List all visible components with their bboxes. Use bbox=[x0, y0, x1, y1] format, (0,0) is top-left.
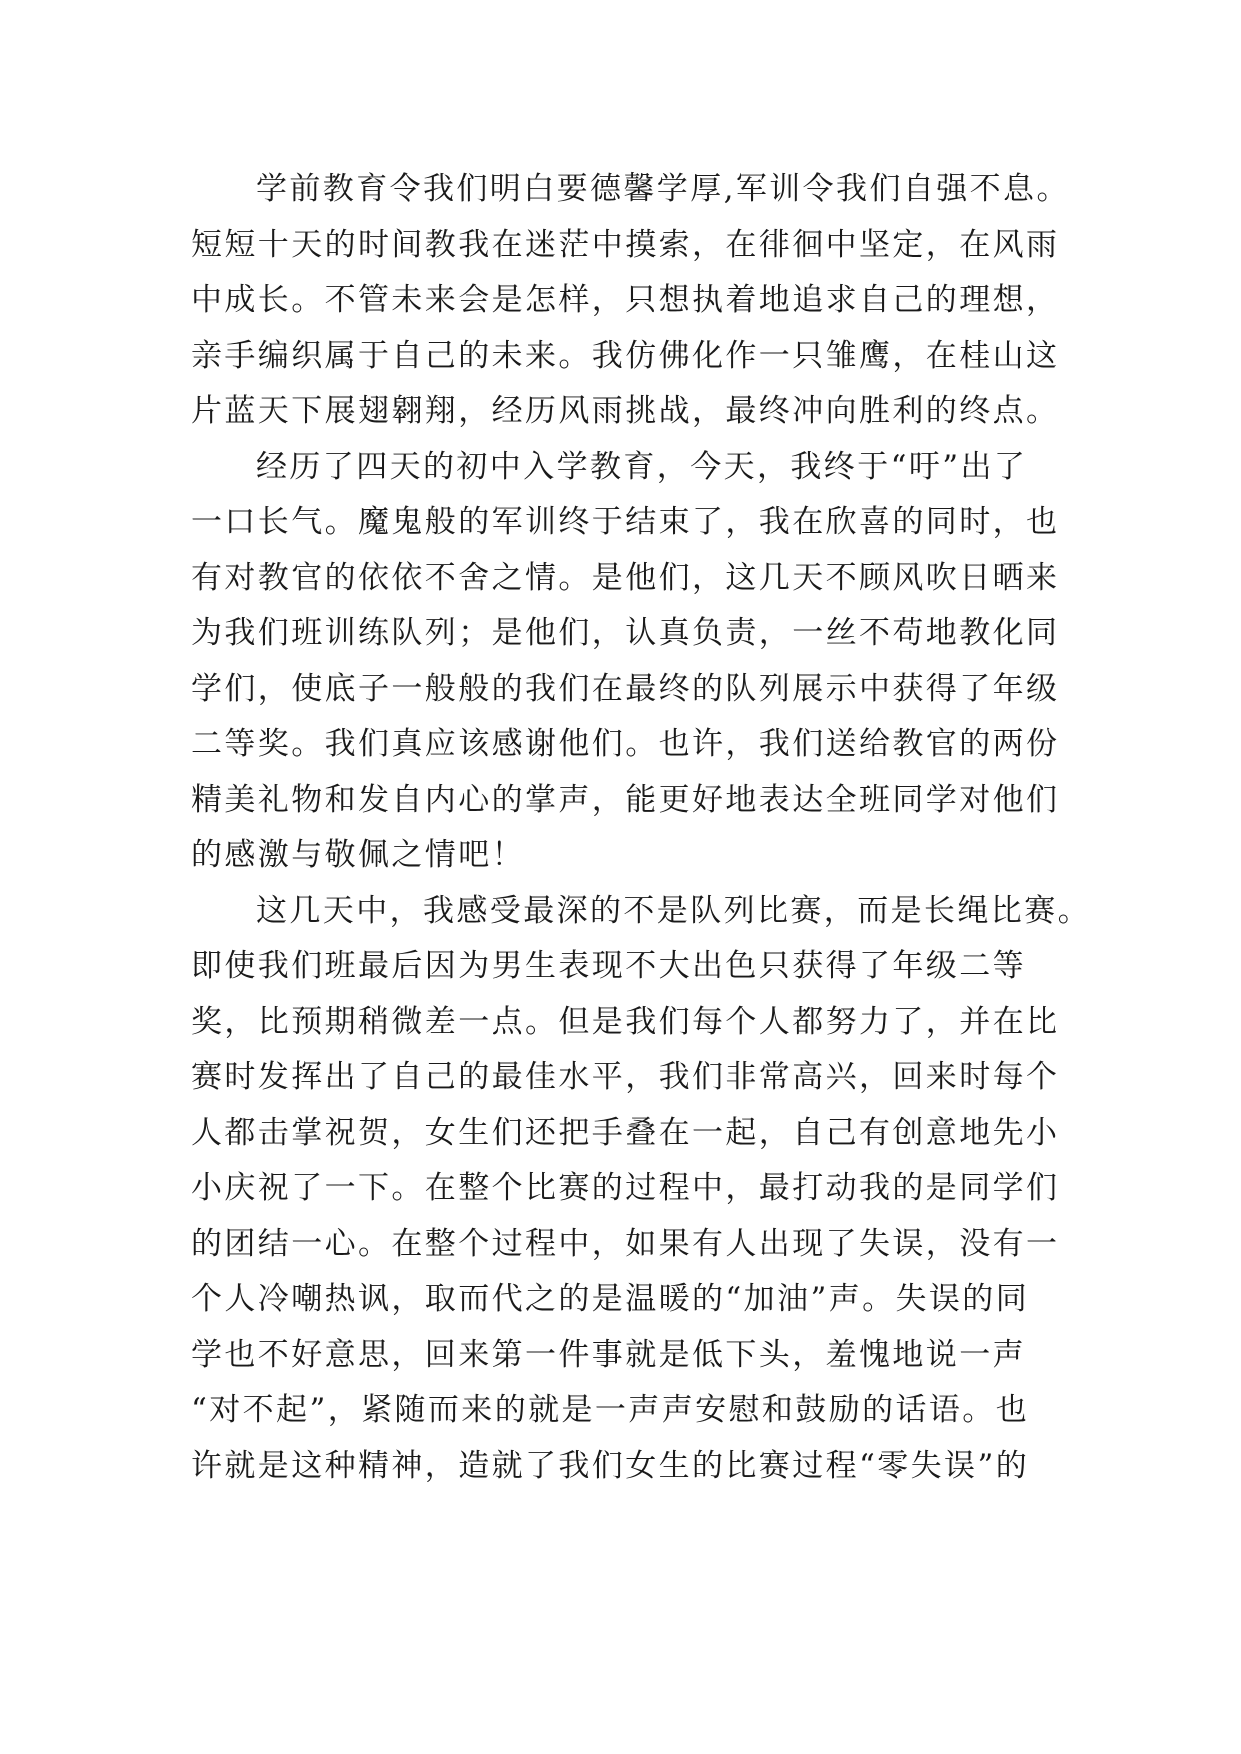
text-line: 小庆祝了一下。在整个比赛的过程中，最打动我的是同学们 bbox=[191, 1170, 1060, 1206]
paragraph-2 bbox=[191, 440, 1091, 884]
text-line: 个人冷嘲热讽，取而代之的是温暖的“加油”声。失误的同 bbox=[191, 1281, 1030, 1317]
text-line: 经历了四天的初中入学教育，今天，我终于“吁”出了 bbox=[256, 448, 1028, 485]
text-line: 学们，使底子一般般的我们在最终的队列展示中获得了年级 bbox=[191, 670, 1060, 707]
text-line: 精美礼物和发自内心的掌声，能更好地表达全班同学对他们 bbox=[191, 781, 1060, 818]
text-line: 即使我们班最后因为男生表现不大出色只获得了年级二等 bbox=[191, 948, 1026, 984]
paragraph-3 bbox=[191, 884, 1091, 1495]
text-line: 学前教育令我们明白要德馨学厚,军训令我们自强不息。 bbox=[256, 171, 1070, 207]
text-line: 为我们班训练队列；是他们，认真负责，一丝不苟地教化同 bbox=[191, 615, 1060, 651]
body-text bbox=[191, 162, 1091, 1494]
text-line: 有对教官的依依不舍之情。是他们，这几天不顾风吹日晒来 bbox=[191, 559, 1060, 596]
text-line: 人都击掌祝贺，女生们还把手叠在一起，自己有创意地先小 bbox=[191, 1114, 1060, 1151]
text-line: 亲手编织属于自己的未来。我仿佛化作一只雏鹰，在桂山这 bbox=[191, 337, 1060, 374]
text-line: 许就是这种精神，造就了我们女生的比赛过程“零失误”的 bbox=[191, 1447, 1030, 1484]
text-line: 二等奖。我们真应该感谢他们。也许，我们送给教官的两份 bbox=[191, 726, 1060, 762]
text-line: “对不起”，紧随而来的就是一声声安慰和鼓励的话语。也 bbox=[191, 1392, 1030, 1428]
text-line: 赛时发挥出了自己的最佳水平，我们非常高兴，回来时每个 bbox=[191, 1059, 1060, 1095]
paragraph-1 bbox=[191, 162, 1091, 440]
text-line: 片蓝天下展翅翱翔，经历风雨挑战，最终冲向胜利的终点。 bbox=[191, 393, 1060, 429]
text-line: 的感激与敬佩之情吧！ bbox=[191, 837, 525, 873]
text-line: 这几天中，我感受最深的不是队列比赛，而是长绳比赛。 bbox=[256, 892, 1091, 929]
text-line: 奖，比预期稍微差一点。但是我们每个人都努力了，并在比 bbox=[191, 1003, 1060, 1040]
text-line: 中成长。不管未来会是怎样，只想执着地追求自己的理想， bbox=[191, 282, 1060, 318]
text-line: 短短十天的时间教我在迷茫中摸索，在徘徊中坚定，在风雨 bbox=[191, 226, 1060, 263]
text-line: 的团结一心。在整个过程中，如果有人出现了失误，没有一 bbox=[191, 1225, 1060, 1262]
text-line: 一口长气。魔鬼般的军训终于结束了，我在欣喜的同时，也 bbox=[191, 504, 1060, 540]
text-line: 学也不好意思，回来第一件事就是低下头，羞愧地说一声 bbox=[191, 1336, 1026, 1373]
